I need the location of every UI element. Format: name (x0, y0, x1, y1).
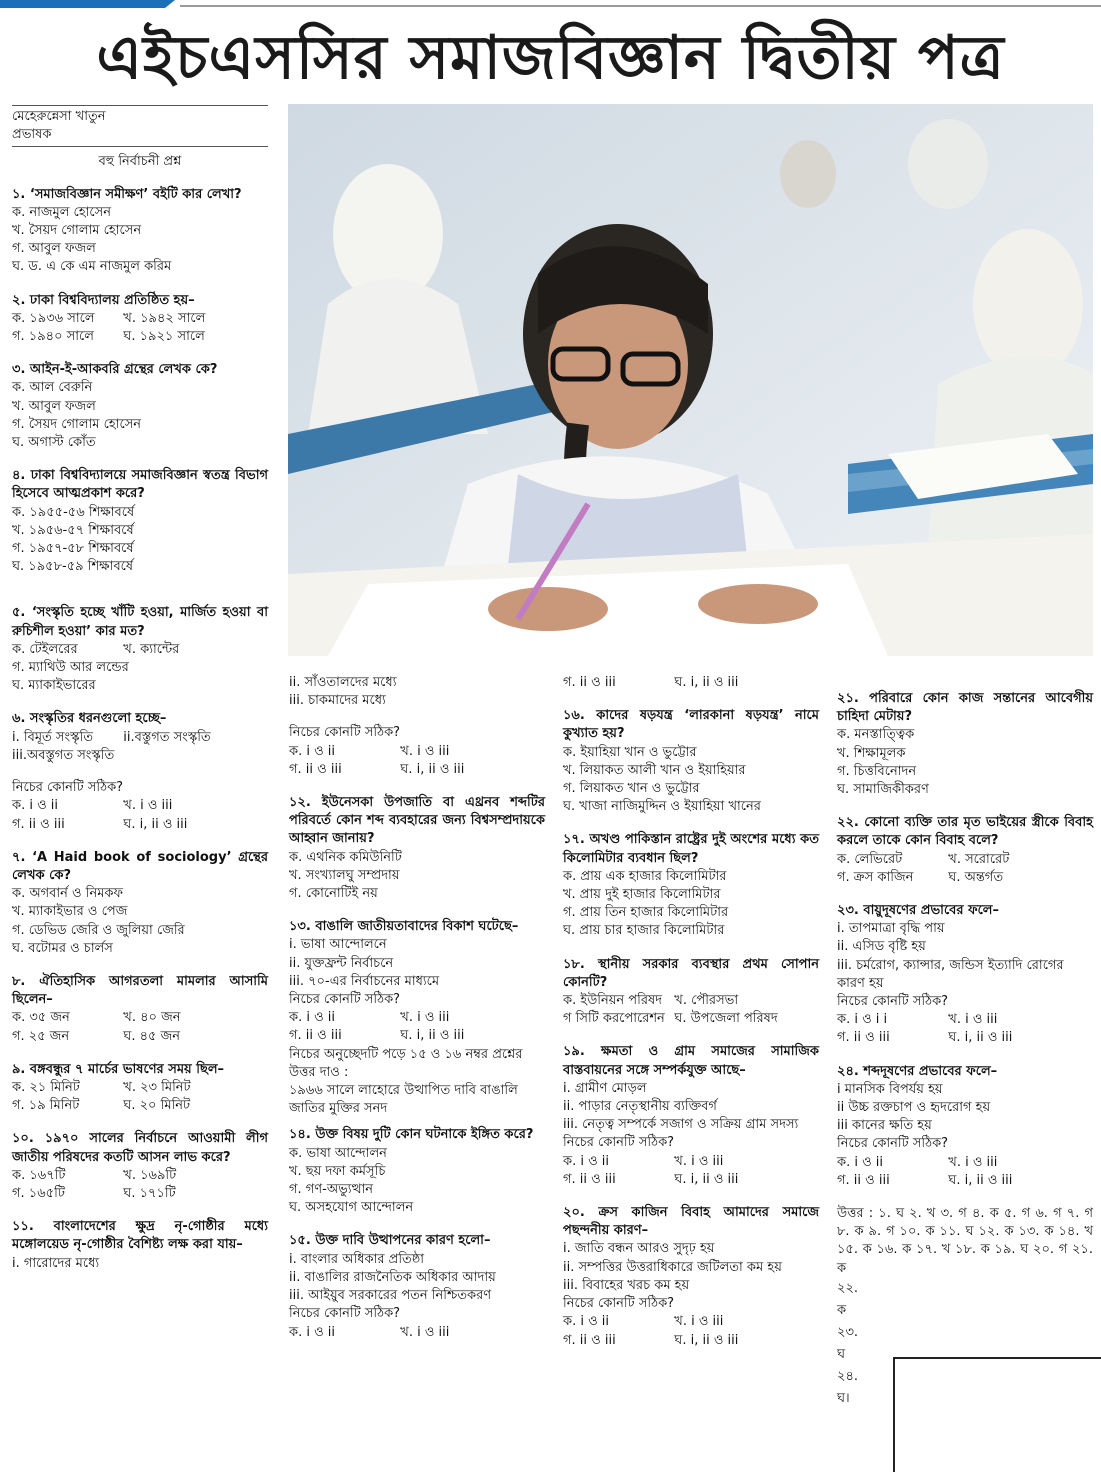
question-17: ১৭. অখণ্ড পাকিস্তান রাষ্ট্রের দুই অংশের মধ্যে কত কিলোমিটার ব্যবধান ছিল? ক. প্রায় এক হাজার কিলোমিটার খ. প্রায় দুই হাজার কিলোমিটার গ. প্রায় তিন হাজার কিলোমিটার ঘ. প্রায় চার হাজার কিলোমিটার (563, 832, 819, 939)
question-9: ৯. বঙ্গবন্ধুর ৭ মার্চের ভাষণের সময় ছিল– ক. ২১ মিনিট খ. ২৩ মিনিট গ. ১৯ মিনিট ঘ. ২০ মিনিট (12, 1061, 225, 1114)
corner-box (893, 1357, 1101, 1472)
question-13: ১৩. বাঙালি জাতীয়তাবাদের বিকাশ ঘটেছে– i. ভাষা আন্দোলনে ii. যুক্তফ্রন্ট নির্বাচনে iii. ৭০-এর নির্বাচনের মাধ্যমে নিচের কোনটি সঠিক? ক. i ও ii খ. i ও iii গ. ii ও iii ঘ. i, ii ও iii নিচের অনুচ্ছেদটি পড়ে ১৫ ও ১৬ নম্বর প্রশ্নের উত্তর দাও : ১৯৬৬ সালে লাহোরে উত্থাপিত দাবি বাঙালি জাতির মুক্তির সনদ (289, 918, 545, 1118)
question-12: ১২. ইউনেসকা উপজাতি বা এথ্রনব শব্দটির পরিবর্তে কোন শব্দ ব্যবহারের জন্য বিশ্বসম্প্রদায়কে আহ্বান জানায়? ক. এথনিক কমিউনিটি খ. সংখ্যালঘু সম্প্রদায় গ. কোনোটিই নয় (289, 795, 545, 902)
question-3: ৩. আইন-ই-আকবরি গ্রন্থের লেখক কে? ক. আল বেরুনি খ. আবুল ফজল গ. সৈয়দ গোলাম হোসেন ঘ. অগাস্ট কোঁত (12, 362, 218, 451)
author-title: প্রভাষক (12, 127, 52, 143)
page-title: এইচএসসির সমাজবিজ্ঞান দ্বিতীয় পত্র (96, 23, 1005, 93)
byline (12, 105, 268, 147)
answer-key: উত্তর : ১. ঘ ২. খ ৩. গ ৪. ক ৫. গ ৬. গ ৭. গ ৮. ক ৯. গ ১০. ক ১১. ঘ ১২. ক ১৩. ক ১৪. খ ১৫. ক ১৬. ক ১৭. খ ১৮. ক ১৯. ঘ ২০. গ ২১. ক (837, 1206, 1093, 1276)
question-5: ৫. ‘সংস্কৃতি হচ্ছে খাঁটি হওয়া, মার্জিত হওয়া বা রুচিশীল হওয়া’ কার মত? ক. টেইলরের খ. ক্যান্টের গ. ম্যাথিউ আর লন্ডের ঘ. ম্যাকাইভারের (12, 605, 268, 694)
question-11-cont: ii. সাঁওতালদের মধ্যে iii. চাকমাদের মধ্যে নিচের কোনটি সঠিক? ক. i ও ii খ. i ও iii গ. ii ও iii ঘ. i, ii ও iii (289, 675, 465, 777)
exam-hall-photo (288, 104, 1093, 656)
column-4 (837, 690, 1093, 1410)
question-14: ১৪. উক্ত বিষয় দুটি কোন ঘটনাকে ইঙ্গিত করে? ক. ভাষা আন্দোলন খ. ছয় দফা কর্মসূচি গ. গণ-অভ্যুত্থান ঘ. অসহযোগ আন্দোলন (289, 1127, 534, 1216)
question-23: ২৩. বায়ুদূষণের প্রভাবের ফলে– i. তাপমাত্রা বৃদ্ধি পায় ii. এসিড বৃষ্টি হয় iii. চর্মরোগ, ক্যান্সার, জন্ডিস ইত্যাদি রোগের কারণ হয় নিচের কোনটি সঠিক? ক. i ও i i খ. i ও iii গ. ii ও iii ঘ. i, ii ও iii (837, 903, 1064, 1046)
question-6: ৬. সংস্কৃতির ধরনগুলো হচ্ছে– i. বিমূর্ত সংস্কৃতি ii.বস্তুগত সংস্কৃতি iii.অবস্তুগত সংস্কৃতি নিচের কোনটি সঠিক? ক. i ও ii খ. i ও iii গ. ii ও iii ঘ. i, ii ও iii (12, 711, 211, 832)
column-1 (12, 105, 268, 1288)
question-19: ১৯. ক্ষমতা ও গ্রাম সমাজের সামাজিক বাস্তবায়নের সঙ্গে সম্পর্কযুক্ত আছে– i. গ্রামীণ মোড়ল ii. পাড়ার নেতৃস্থানীয় ব্যক্তিবর্গ iii. নেতৃত্ব সম্পর্কে সজাগ ও সক্রিয় গ্রাম সদস্য নিচের কোনটি সঠিক? ক. i ও ii খ. i ও iii গ. ii ও iii ঘ. i, ii ও iii (563, 1044, 819, 1187)
question-15-cont: গ. ii ও iii ঘ. i, ii ও iii (563, 675, 739, 690)
author-name: মেহেরুন্নেসা খাতুন (12, 109, 106, 124)
question-8: ৮. ঐতিহাসিক আগরতলা মামলার আসামি ছিলেন– ক. ৩৫ জন খ. ৪০ জন গ. ২৫ জন ঘ. ৪৫ জন (12, 973, 268, 1044)
question-22: ২২. কোনো ব্যক্তি তার মৃত ভাইয়ের স্ত্রীকে বিবাহ করলে তাকে কোন বিবাহ বলে? ক. লেভিরেট খ. সরোরেট গ. ক্রস কাজিন ঘ. অন্তর্গত (837, 815, 1093, 885)
question-7: ৭. ‘A Haid book of sociology’ গ্রন্থের লেখক কে? ক. অগবার্ন ও নিমকফ খ. ম্যাকাইভার ও পেজ গ. ডেভিড জেরি ও জুলিয়া জেরি ঘ. বটোমর ও চার্লস (12, 849, 268, 956)
question-2: ২. ঢাকা বিশ্ববিদ্যালয় প্রতিষ্ঠিত হয়– ক. ১৯৩৬ সালে খ. ১৯৪২ সালে গ. ১৯৪০ সালে ঘ. ১৯২১ সালে (12, 292, 206, 345)
question-15: ১৫. উক্ত দাবি উত্থাপনের কারণ হলো– i. বাংলার অধিকার প্রতিষ্ঠা ii. বাঙালির রাজনৈতিক অধিকার আদায় iii. আইয়ুব সরকারের পতন নিশ্চিতকরণ নিচের কোনটি সঠিক? ক. i ও ii খ. i ও iii (289, 1233, 496, 1340)
question-20: ২০. ক্রস কাজিন বিবাহ আমাদের সমাজে পছন্দনীয় কারণ– i. জাতি বন্ধন আরও সুদৃঢ় হয় ii. সম্পত্তির উত্তরাধিকারে জটিলতা কম হয় iii. বিবাহের খরচ কম হয় নিচের কোনটি সঠিক? ক. i ও ii খ. i ও iii গ. ii ও iii ঘ. i, ii ও iii (563, 1205, 819, 1348)
question-10: ১০. ১৯৭০ সালের নির্বাচনে আওয়ামী লীগ জাতীয় পরিষদের কতটি আসন লাভ করে? ক. ১৬৭টি খ. ১৬৯টি গ. ১৬৫টি ঘ. ১৭১টি (12, 1131, 268, 1201)
section-heading: বহু নির্বাচনী প্রশ্ন (98, 154, 182, 170)
question-16: ১৬. কাদের ষড়যন্ত্র ‘লারকানা ষড়যন্ত্র’ নামে কুখ্যাত হয়? ক. ইয়াহিয়া খান ও ভুট্টোর খ. লিয়াকত আলী খান ও ইয়াহিয়ার গ. লিয়াকত খান ও ভুট্টোর ঘ. খাজা নাজিমুদ্দিন ও ইয়াহিয়া খানের (563, 708, 819, 815)
passage-text: ১৯৬৬ সালে লাহোরে উত্থাপিত দাবি বাঙালি জাতির মুক্তির সনদ (289, 1083, 518, 1117)
passage-intro: নিচের অনুচ্ছেদটি পড়ে ১৫ ও ১৬ নম্বর প্রশ্নের উত্তর দাও : (289, 1046, 523, 1080)
exam-photo-illustration (288, 104, 1093, 656)
answer-key-tail: ২২. ক ২৩. ঘ ২৪. ঘ। (837, 1280, 859, 1406)
question-1: ১. ‘সমাজবিজ্ঞান সমীক্ষণ’ বইটি কার লেখা? ক. নাজমুল হোসেন খ. সৈয়দ গোলাম হোসেন গ. আবুল ফজল ঘ. ড. এ কে এম নাজমুল করিম (12, 186, 242, 275)
question-21: ২১. পরিবারে কোন কাজ সন্তানের আবেগীয় চাহিদা মেটায়? ক. মনস্তাত্ত্বিক খ. শিক্ষামূলক গ. চিত্তবিনোদন ঘ. সামাজিকীকরণ (837, 691, 1093, 798)
question-24: ২৪. শব্দদূষণের প্রভাবের ফলে– i মানসিক বিপর্যয় হয় ii উচ্চ রক্তচাপ ও হৃদরোগ হয় iii কানের ক্ষতি হয় নিচের কোনটি সঠিক? ক. i ও ii খ. i ও iii গ. ii ও iii ঘ. i, ii ও iii (837, 1063, 1013, 1188)
question-4: ৪. ঢাকা বিশ্ববিদ্যালয়ে সমাজবিজ্ঞান স্বতন্ত্র বিভাগ হিসেবে আত্মপ্রকাশ করে? ক. ১৯৫৫-৫৬ শিক্ষাবর্ষে খ. ১৯৫৬-৫৭ শিক্ষাবর্ষে গ. ১৯৫৭-৫৮ শিক্ষাবর্ষে ঘ. ১৯৫৮-৫৯ শিক্ষাবর্ষে (12, 468, 268, 575)
question-11: ১১. বাংলাদেশের ক্ষুদ্র নৃ-গোষ্ঠীর মধ্যে মঙ্গোলয়েড নৃ-গোষ্ঠীর বৈশিষ্ট্য লক্ষ করা যায়– i. গারোদের মধ্যে (12, 1219, 268, 1271)
column-2 (289, 674, 545, 1357)
top-rule (0, 0, 1101, 8)
column-3 (563, 674, 819, 1365)
question-18: ১৮. স্থানীয় সরকার ব্যবস্থার প্রথম সোপান কোনটি? ক. ইউনিয়ন পরিষদ খ. পৌরসভা গ সিটি করপোরেশন ঘ. উপজেলা পরিষদ (563, 956, 819, 1027)
